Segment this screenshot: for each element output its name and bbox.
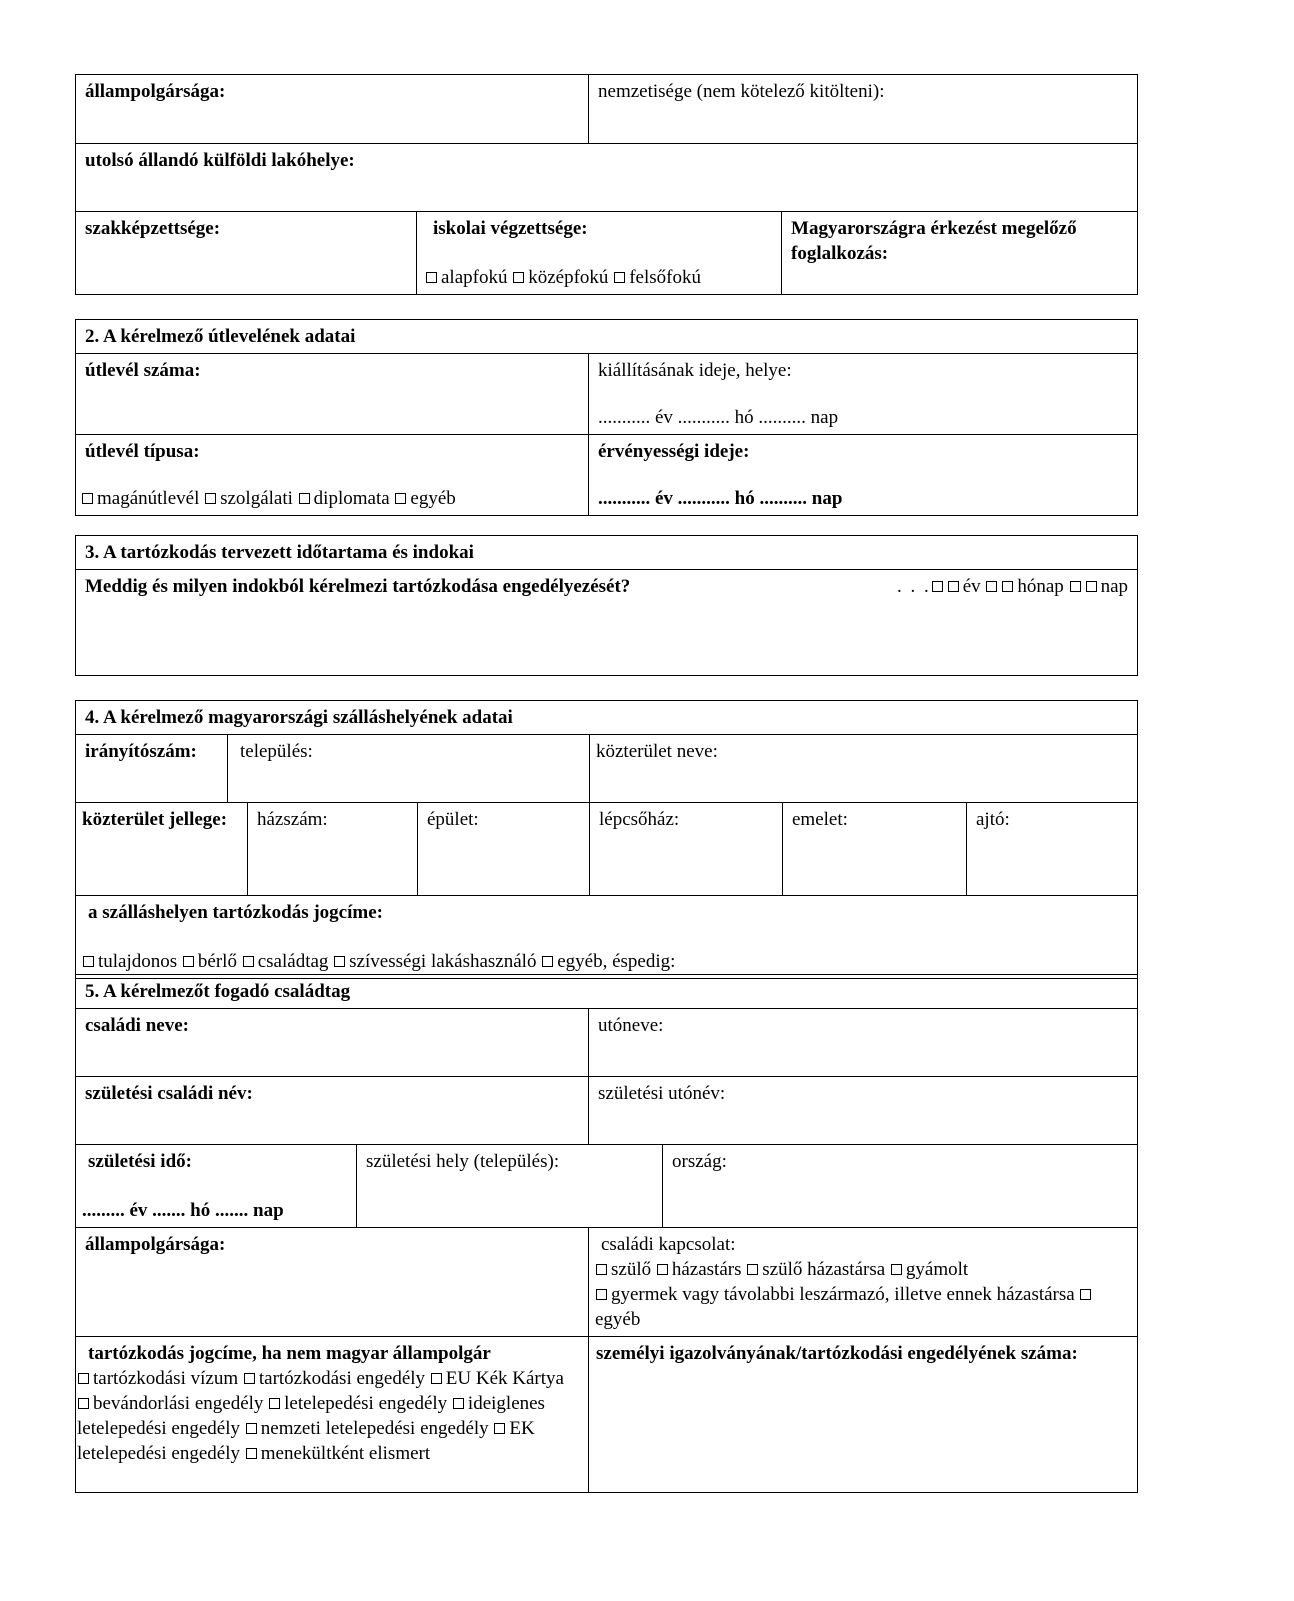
option-other: egyéb <box>410 488 456 509</box>
checkbox-other-passport[interactable] <box>395 493 406 504</box>
nationality-label: nemzetisége (nem kötelező kitölteni): <box>598 81 885 102</box>
staircase-field[interactable] <box>590 803 783 896</box>
street-name-field[interactable] <box>590 735 1138 803</box>
prior-occupation-field[interactable] <box>782 212 1138 295</box>
postcode-field[interactable] <box>76 735 228 803</box>
year-box-1[interactable] <box>932 581 943 592</box>
settlement-label: település: <box>240 741 313 762</box>
month-box-2[interactable] <box>1002 581 1013 592</box>
passport-issue-date: ........... év ........... hó .......... nap <box>598 407 839 428</box>
option-other-relation: egyéb <box>595 1309 641 1330</box>
checkbox-ward[interactable] <box>891 1264 902 1275</box>
id-number-label: személyi igazolványának/tartózkodási engedélyének száma: <box>596 1343 1078 1364</box>
stay-duration-table <box>75 535 1138 676</box>
checkbox-higher[interactable] <box>614 272 625 283</box>
validity-field[interactable] <box>589 435 1138 516</box>
postcode-label: irányítószám: <box>85 741 197 762</box>
checkbox-ec-settlement[interactable] <box>494 1423 505 1434</box>
option-national-settlement: nemzeti letelepedési engedély <box>260 1418 489 1439</box>
checkbox-private-passport[interactable] <box>82 493 93 504</box>
family-citizenship-field[interactable] <box>76 1228 589 1337</box>
accommodation-title-field <box>76 896 1138 979</box>
option-spouse: házastárs <box>671 1259 742 1280</box>
day-box-1[interactable] <box>1070 581 1081 592</box>
option-tenant: bérlő <box>197 951 237 972</box>
accommodation-title-label: a szálláshelyen tartózkodás jogcíme: <box>88 902 383 923</box>
passport-issue-label: kiállításának ideje, helye: <box>598 360 792 381</box>
last-residence-label: utolsó állandó külföldi lakóhelye: <box>85 150 355 171</box>
validity-date: ........... év ........... hó .......... nap <box>598 488 843 509</box>
id-number-field[interactable] <box>589 1337 1138 1493</box>
street-type-label: közterület jellege: <box>82 809 228 830</box>
checkbox-settlement-permit[interactable] <box>269 1398 280 1409</box>
duration-month-label: hónap <box>1017 576 1064 597</box>
checkbox-diplomatic-passport[interactable] <box>299 493 310 504</box>
option-family-member: családtag <box>257 951 329 972</box>
birth-date-field[interactable] <box>76 1145 357 1228</box>
country-label: ország: <box>672 1151 727 1172</box>
duration-inputs: . . . év hónap nap <box>896 576 1128 597</box>
duration-year-label: év <box>962 576 981 597</box>
given-name-label: utóneve: <box>598 1015 664 1036</box>
checkbox-basic[interactable] <box>426 272 437 283</box>
checkbox-national-settlement[interactable] <box>246 1423 257 1434</box>
accommodation-table <box>75 700 1138 979</box>
option-service: szolgálati <box>220 488 293 509</box>
family-citizenship-label: állampolgársága: <box>85 1234 226 1255</box>
given-name-field[interactable] <box>589 1009 1138 1077</box>
stay-duration-field[interactable] <box>76 570 1138 676</box>
checkbox-other-title[interactable] <box>542 956 553 967</box>
option-courtesy-user: szívességi lakáshasználó <box>349 951 537 972</box>
checkbox-owner[interactable] <box>83 956 94 967</box>
option-ec-settlement: EK letelepedési engedély <box>77 1418 535 1464</box>
family-member-table <box>75 974 1138 1493</box>
checkbox-secondary[interactable] <box>513 272 524 283</box>
option-refugee: menekültként elismert <box>260 1443 431 1464</box>
staircase-label: lépcsőház: <box>599 809 680 830</box>
nationality-field[interactable] <box>589 75 1138 144</box>
option-parent-spouse: szülő házastársa <box>762 1259 886 1280</box>
passport-type-label: útlevél típusa: <box>85 441 200 462</box>
option-private: magánútlevél <box>97 488 200 509</box>
personal-data-table <box>75 74 1138 295</box>
checkbox-courtesy-user[interactable] <box>334 956 345 967</box>
passport-type-options <box>81 486 579 511</box>
checkbox-residence-visa[interactable] <box>78 1373 89 1384</box>
option-other-title: egyéb, éspedig: <box>557 951 676 972</box>
section-2-title: 2. A kérelmező útlevelének adatai <box>76 320 1138 354</box>
street-type-field[interactable] <box>76 803 248 896</box>
citizenship-field[interactable] <box>76 75 589 144</box>
checkbox-other-relation[interactable] <box>1080 1289 1091 1300</box>
last-residence-field[interactable] <box>76 144 1138 212</box>
relationship-label: családi kapcsolat: <box>601 1234 736 1255</box>
education-label: iskolai végzettsége: <box>433 218 588 239</box>
floor-label: emelet: <box>792 809 848 830</box>
relationship-field <box>589 1228 1138 1337</box>
day-box-2[interactable] <box>1086 581 1097 592</box>
option-secondary: középfokú <box>528 267 609 288</box>
option-descendant: gyermek vagy távolabbi leszármazó, illetve ennek házastársa <box>611 1284 1075 1305</box>
option-higher: felsőfokú <box>629 267 701 288</box>
building-label: épület: <box>427 809 479 830</box>
option-parent: szülő <box>611 1259 652 1280</box>
section-4-title: 4. A kérelmező magyarországi szálláshelyének adatai <box>76 701 1138 735</box>
passport-type-field <box>76 435 589 516</box>
passport-number-label: útlevél száma: <box>85 360 201 381</box>
qualification-field[interactable] <box>76 212 417 295</box>
duration-day-label: nap <box>1100 576 1128 597</box>
checkbox-residence-permit[interactable] <box>244 1373 255 1384</box>
birth-family-name-label: születési családi név: <box>85 1083 253 1104</box>
checkbox-spouse[interactable] <box>657 1264 668 1275</box>
section-5-title: 5. A kérelmezőt fogadó családtag <box>76 975 1138 1009</box>
education-field <box>417 212 782 295</box>
option-owner: tulajdonos <box>98 951 178 972</box>
street-name-label: közterület neve: <box>596 741 718 762</box>
option-diplomatic: diplomata <box>313 488 390 509</box>
residence-title-options <box>77 1366 582 1466</box>
education-options <box>425 265 772 290</box>
checkbox-tenant[interactable] <box>183 956 194 967</box>
birth-place-field[interactable] <box>357 1145 663 1228</box>
passport-issue-field[interactable] <box>589 354 1138 435</box>
month-box-1[interactable] <box>986 581 997 592</box>
stay-question: Meddig és milyen indokból kérelmezi tartózkodása engedélyezését? <box>85 576 631 597</box>
floor-field[interactable] <box>783 803 967 896</box>
birth-family-name-field[interactable] <box>76 1077 589 1145</box>
family-name-field[interactable] <box>76 1009 589 1077</box>
citizenship-label: állampolgársága: <box>85 81 226 102</box>
residence-title-field <box>76 1337 589 1493</box>
checkbox-temporary-settlement[interactable] <box>453 1398 464 1409</box>
birth-place-label: születési hely (település): <box>366 1151 560 1172</box>
option-residence-permit: tartózkodási engedély <box>258 1368 426 1389</box>
accommodation-title-options <box>82 949 1128 974</box>
option-basic: alapfokú <box>441 267 508 288</box>
door-field[interactable] <box>967 803 1138 896</box>
settlement-field[interactable] <box>228 735 590 803</box>
checkbox-service-passport[interactable] <box>205 493 216 504</box>
option-ward: gyámolt <box>905 1259 969 1280</box>
house-number-label: házszám: <box>257 809 328 830</box>
checkbox-eu-blue-card[interactable] <box>431 1373 442 1384</box>
birth-date-label: születési idő: <box>88 1151 192 1172</box>
checkbox-immigration-permit[interactable] <box>78 1398 89 1409</box>
prior-occupation-label: Magyarországra érkezést megelőző foglalkozás: <box>791 218 1077 264</box>
door-label: ajtó: <box>976 809 1010 830</box>
house-number-field[interactable] <box>248 803 418 896</box>
birth-given-name-field[interactable] <box>589 1077 1138 1145</box>
option-residence-visa: tartózkodási vízum <box>93 1368 239 1389</box>
birth-given-name-label: születési utónév: <box>598 1083 726 1104</box>
passport-number-field[interactable] <box>76 354 589 435</box>
validity-label: érvényességi ideje: <box>598 441 750 462</box>
year-box-2[interactable] <box>948 581 959 592</box>
checkbox-descendant[interactable] <box>596 1289 607 1300</box>
checkbox-family-member[interactable] <box>243 956 254 967</box>
option-temporary-settlement: ideiglenes letelepedési engedély <box>77 1393 545 1439</box>
option-eu-blue-card: EU Kék Kártya <box>445 1368 564 1389</box>
passport-table <box>75 319 1138 516</box>
checkbox-parent-spouse[interactable] <box>747 1264 758 1275</box>
option-immigration-permit: bevándorlási engedély <box>93 1393 264 1414</box>
checkbox-refugee[interactable] <box>246 1448 257 1459</box>
section-3-title: 3. A tartózkodás tervezett időtartama és indokai <box>76 536 1138 570</box>
checkbox-parent[interactable] <box>596 1264 607 1275</box>
country-field[interactable] <box>663 1145 1138 1228</box>
relationship-options <box>595 1257 1128 1332</box>
qualification-label: szakképzettsége: <box>85 218 221 239</box>
birth-date-line: ......... év ....... hó ....... nap <box>82 1200 284 1221</box>
option-settlement-permit: letelepedési engedély <box>284 1393 448 1414</box>
building-field[interactable] <box>418 803 590 896</box>
family-name-label: családi neve: <box>85 1015 189 1036</box>
residence-title-label: tartózkodás jogcíme, ha nem magyar állampolgár <box>88 1343 491 1364</box>
